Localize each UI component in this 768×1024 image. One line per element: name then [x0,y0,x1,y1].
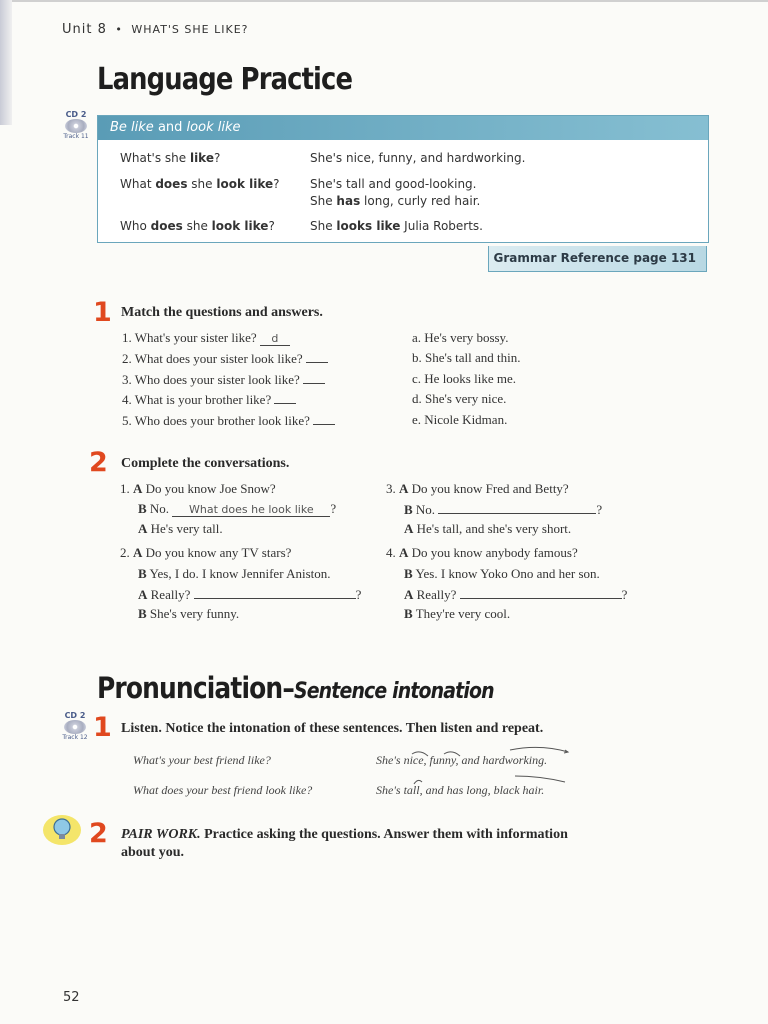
unit-header [62,22,249,37]
section-title: Language Practice [97,62,353,97]
conversation-line: 4. A Do you know anybody famous? [386,545,578,560]
grammar-reference-link[interactable]: Grammar Reference page 131 [488,246,707,272]
conversation-line: A He's tall, and she's very short. [404,521,572,536]
unit-topic: WHAT'S SHE LIKE? [131,23,249,36]
conversation-line: 1. A Do you know Joe Snow? [120,481,276,496]
conversation-line: B Yes. I know Yoko Ono and her son. [404,566,600,581]
exercise-number: 1 [93,712,112,743]
answer-option: c. He looks like me. [412,371,516,386]
conversation-line: 3. A Do you know Fred and Betty? [386,481,569,496]
title-part-1: Be like [110,120,154,135]
disc-icon [64,720,86,734]
cd-icon[interactable] [57,711,93,741]
question-item: 5. Who does your brother look like? [122,412,335,429]
conversation-line: B She's very funny. [138,606,240,621]
track-label: Track 12 [62,734,88,741]
exercise-title: Complete the conversations. [121,456,290,471]
grammar-answer: She looks like Julia Roberts. [310,219,483,233]
exercise-number: 2 [89,818,108,849]
grammar-question: Who does she look like? [120,219,275,233]
pronunciation-title: Pronunciation–Sentence intonation [97,671,494,705]
conversation-line: 2. A Do you know any TV stars? [120,545,292,560]
answer-option: b. She's tall and thin. [412,350,521,365]
answer-option: e. Nicole Kidman. [412,412,508,427]
intonation-arrows [400,742,580,792]
answer-blank[interactable] [194,586,356,599]
conversation-line: B No. ? [404,502,603,517]
exercise-number: 2 [89,447,108,478]
title-part-3: look like [186,120,241,135]
grammar-answer: She's tall and good-looking. [310,177,477,191]
unit-label: Unit 8 [62,22,107,37]
page-edge [0,0,12,125]
answer-blank[interactable]: d [260,332,290,346]
exercise-title: Listen. Notice the intonation of these sentences. Then listen and repeat. [121,721,544,736]
top-rule [12,0,768,2]
lightbulb-icon [42,813,82,847]
model-question: What does your best friend look like? [133,783,313,797]
grammar-box [97,115,709,243]
page-number: 52 [63,990,80,1005]
conversation-line: B Yes, I do. I know Jennifer Aniston. [138,566,331,581]
answer-blank[interactable]: What does he look like [172,503,330,517]
grammar-box-title [98,116,708,140]
exercise-title: PAIR WORK. Practice asking the questions. Answer them with information [121,827,568,842]
model-question: What's your best friend like? [133,753,271,767]
question-item: 1. What's your sister like? d [122,330,290,346]
conversation-line: A Really? ? [404,587,628,602]
grammar-answer: She has long, curly red hair. [310,194,481,208]
model-answer: She's nice, funny, and hardworking. [376,753,548,767]
exercise-title: about you. [121,845,185,860]
grammar-question: What's she like? [120,151,221,165]
answer-blank[interactable] [274,391,296,404]
conversation-line: A He's very tall. [138,521,223,536]
conversation-line: A Really? ? [138,587,362,602]
conversation-line: B No. What does he look like ? [138,501,337,516]
question-item: 3. Who does your sister look like? [122,371,325,388]
answer-blank[interactable] [438,501,596,514]
cd-label: CD 2 [65,110,87,119]
grammar-answer: She's nice, funny, and hardworking. [310,151,526,165]
cd-icon[interactable] [58,110,94,140]
question-item: 2. What does your sister look like? [122,350,328,367]
answer-option: d. She's very nice. [412,391,507,406]
answer-blank[interactable] [303,371,325,384]
answer-blank[interactable] [306,350,328,363]
answer-blank[interactable] [313,412,335,425]
exercise-title: Match the questions and answers. [121,305,323,320]
question-item: 4. What is your brother like? [122,391,296,408]
exercise-number: 1 [93,297,112,328]
answer-option: a. He's very bossy. [412,330,509,345]
cd-label: CD 2 [64,711,86,720]
grammar-question: What does she look like? [120,177,280,191]
model-answer: She's tall, and has long, black hair. [376,783,545,797]
title-part-2: and [153,120,187,135]
conversation-line: B They're very cool. [404,606,511,621]
answer-blank[interactable] [460,586,622,599]
disc-icon [65,119,87,133]
header-bullet: • [115,23,123,36]
track-label: Track 11 [63,133,89,140]
